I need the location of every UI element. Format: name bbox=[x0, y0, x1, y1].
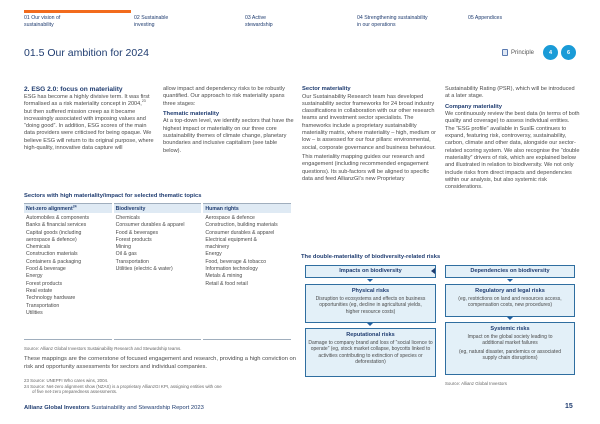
dependencies-header: Dependencies on biodiversity bbox=[470, 268, 550, 274]
footnote-24-cont: of five net-zero preparedness assessments. bbox=[32, 389, 118, 395]
principle-badge-4[interactable]: 4 bbox=[543, 45, 558, 60]
nav-label: stewardship bbox=[245, 21, 273, 28]
nav-item-investing[interactable] bbox=[134, 10, 244, 28]
table-cell: Capital goods (including bbox=[26, 229, 82, 236]
footnotes bbox=[24, 378, 294, 395]
table-header-net-zero bbox=[24, 203, 112, 213]
arrow-left-icon bbox=[431, 268, 435, 274]
footer bbox=[24, 405, 204, 411]
systemic-risks-box bbox=[445, 322, 575, 375]
table-cell: Metals & mining bbox=[205, 273, 243, 280]
reputational-risks-box bbox=[305, 328, 436, 377]
paragraph bbox=[24, 94, 154, 152]
regulatory-risks-box bbox=[445, 284, 575, 317]
column-thematic bbox=[163, 86, 295, 155]
table-cell: Retail & food retail bbox=[205, 280, 248, 287]
table-cell: Food & beverage bbox=[26, 266, 66, 273]
table-cell: Chemicals bbox=[26, 244, 51, 251]
table-cell: Transportation bbox=[26, 302, 60, 309]
paragraph: Our Sustainability Research team has developed sustainability sector frameworks for 24 broad industry classifications in collaboration with our other research teams and investment sector specialists. The frameworks include a proprietary sustainability materiality matrix, where materiality – high, medium or low – is assessed for our four pillars: environmental, social, corporate governance and business behaviour. bbox=[302, 93, 436, 151]
nav-label: 04 Strengthening sustainability bbox=[357, 15, 428, 21]
footer-brand: Allianz Global Investors bbox=[24, 405, 90, 411]
footnote-ref[interactable]: 24 bbox=[72, 204, 77, 209]
table-cell: Information technology bbox=[205, 266, 258, 273]
regulatory-risks-title: Regulatory and legal risks bbox=[475, 288, 545, 294]
table-cell: Banks & financial services bbox=[26, 222, 87, 229]
reputational-risks-title: Reputational risks bbox=[346, 332, 395, 338]
table-body bbox=[24, 213, 291, 340]
table-cell: Technology hardware bbox=[26, 295, 76, 302]
principle-indicator bbox=[502, 45, 576, 60]
table-cell: Consumer durables & apparel bbox=[115, 222, 185, 229]
arrow-down-icon bbox=[367, 323, 373, 326]
nav-item-appendices[interactable] bbox=[468, 10, 578, 22]
table-cell: Chemicals bbox=[115, 215, 140, 221]
nav-label: in our operations bbox=[357, 21, 396, 28]
header-text: Net-zero alignment bbox=[26, 206, 73, 212]
nav-label: 02 Sustainable bbox=[134, 15, 169, 21]
arrow-down-icon bbox=[507, 317, 513, 320]
column-esg bbox=[24, 86, 154, 152]
nav-label: 05 Appendices bbox=[468, 15, 503, 21]
nav-item-vision[interactable] bbox=[24, 10, 134, 28]
subheading: Thematic materiality bbox=[163, 110, 220, 117]
reputational-risks-desc: Damage to company brand and loss of “social licence to operate” (eg, stock market collapse, boycotts linked to activities contributing to extinction of species or deforestation) bbox=[308, 340, 433, 366]
paragraph: At a top-down level, we identify sectors that have the highest impact or materiality on our three core sustainability themes of climate change, planetary boundaries and inclusive capitalism (see table below). bbox=[163, 118, 294, 154]
table-cell: Mining bbox=[115, 244, 131, 251]
principle-label: Principle bbox=[511, 49, 535, 56]
paragraph: We continuously review the best data (in terms of both quality and coverage) to assess individual entities. The “ESG profile” available in SusIE continues to expand, featuring risk, controversy, sustainability, carbon, climate and other data, alongside our sector-related scoring system. We also recognise the “double materiality” drivers of risk, which are explained below and illustrated in relation to biodiversity. We not only include risks from direct impacts and dependencies within our analysis, but also systemic risk considerations. bbox=[445, 111, 580, 191]
table-cell: Utilities bbox=[26, 309, 43, 316]
regulatory-risks-desc: (eg, restrictions on land and resources access, compensation costs, new procedures) bbox=[458, 296, 562, 309]
table-cell: Consumer durables & apparel bbox=[205, 229, 275, 236]
table-cell: Energy bbox=[26, 273, 43, 280]
table-cell: Containers & packaging bbox=[26, 258, 82, 265]
table-cell: Aerospace & defence bbox=[205, 215, 255, 221]
footnote-24: 24 Source: Net-zero alignment show (NZAS) is a proprietary AllianzGI KPI, assigning entities with one bbox=[24, 383, 222, 389]
column-company bbox=[445, 86, 580, 191]
systemic-risks-examples: (eg, natural disaster, pandemics or associated supply chain disruptions) bbox=[459, 348, 561, 362]
table-source: Source: Allianz Global Investors Sustainability Research and Stewardship teams. bbox=[24, 346, 182, 351]
column-sector bbox=[302, 86, 438, 183]
nav-label: 03 Active bbox=[245, 15, 267, 21]
nav-label: investing bbox=[134, 21, 155, 28]
page-number: 15 bbox=[565, 403, 573, 410]
text: ESG has become a highly divisive term. It was first formalised as a risk materiality concept in 2004, bbox=[24, 94, 150, 108]
physical-risks-title: Physical risks bbox=[351, 288, 390, 294]
nav-item-operations[interactable] bbox=[357, 10, 477, 28]
table-header-human-rights: Human rights bbox=[203, 203, 291, 213]
physical-risks-desc: Disruption to ecosystems and effects on business opportunities (eg, decline in agricultural yields, higher resource costs) bbox=[315, 296, 426, 315]
table-header-row bbox=[24, 203, 291, 213]
mapping-paragraph: These mappings are the cornerstone of focused engagement and research, providing a high conviction on risk and opportunity assessments for sectors and individual companies. bbox=[24, 356, 296, 370]
table-cell: Utilities (electric & water) bbox=[115, 266, 173, 273]
table-cell: Transportation bbox=[115, 258, 149, 265]
principle-badge-6[interactable]: 6 bbox=[561, 45, 576, 60]
footnote-23: 23 Source: UNEPFI Who cares wins, 2004. bbox=[24, 378, 109, 383]
table-title: Sectors with high materiality/impact for selected thematic topics bbox=[24, 193, 202, 199]
nav-item-stewardship[interactable] bbox=[245, 10, 355, 28]
table-cell: machinery bbox=[205, 244, 230, 251]
arrow-down-icon bbox=[507, 279, 513, 282]
text: but then suffered mission creep as it became increasingly associated with imposing values and “doing good”. In addition, ESG scores of the main data providers were criticised for being opaque. We believe ESG will return to its original purpose, where high-quality, innovative data capture will bbox=[24, 108, 154, 152]
systemic-risks-title: Systemic risks bbox=[490, 326, 530, 332]
dependencies-header-box bbox=[445, 265, 575, 278]
table-column-biodiversity bbox=[114, 213, 202, 340]
paragraph: Sustainability Rating (PSR), which will be introduced at a later stage. bbox=[445, 86, 575, 100]
document-icon bbox=[502, 49, 508, 56]
table-cell: Oil & gas bbox=[115, 251, 137, 258]
nav-label: 01 Our vision of bbox=[24, 15, 61, 21]
physical-risks-box bbox=[305, 284, 436, 323]
section-heading: 2. ESG 2.0: focus on materiality bbox=[24, 86, 123, 93]
table-cell: Construction materials bbox=[26, 251, 78, 258]
table-cell: Real estate bbox=[26, 287, 53, 294]
impacts-header-box bbox=[305, 265, 436, 278]
section-nav bbox=[24, 10, 576, 36]
table-cell: Forest products bbox=[115, 236, 152, 243]
subheading: Sector materiality bbox=[302, 86, 351, 92]
table-cell: Energy bbox=[205, 251, 222, 258]
diagram-source: Source: Allianz Global Investors bbox=[445, 381, 507, 386]
systemic-risks-desc: Impact on the global society leading to additional market failures bbox=[467, 334, 553, 347]
footnote-ref[interactable]: 23 bbox=[141, 99, 146, 104]
diagram-title: The double-materiality of biodiversity-related risks bbox=[301, 254, 441, 260]
paragraph: allow impact and dependency risks to be robustly quantified. Our approach to risk materiality spans three stages: bbox=[163, 86, 285, 107]
table-column-human-rights bbox=[203, 213, 291, 340]
arrow-down-icon bbox=[367, 279, 373, 282]
sectors-table bbox=[24, 203, 291, 340]
table-header-biodiversity: Biodiversity bbox=[114, 203, 202, 213]
page-title: 01.5 Our ambition for 2024 bbox=[24, 47, 149, 59]
table-column-net-zero bbox=[24, 213, 112, 340]
table-cell: aerospace & defence) bbox=[26, 236, 77, 243]
footer-report-title: Sustainability and Stewardship Report 2023 bbox=[89, 405, 204, 411]
table-cell: Forest products bbox=[26, 280, 63, 287]
subheading: Company materiality bbox=[445, 103, 503, 110]
table-cell: Construction, building materials bbox=[205, 222, 278, 229]
table-cell: Food & beverages bbox=[115, 229, 159, 236]
nav-label: sustainability bbox=[24, 21, 54, 28]
paragraph: This materiality mapping guides our research and engagement (including recommended engagement questions). Its sub-factors will be aligned to specific data and feed AllianzGI’s new Proprietary bbox=[302, 153, 430, 182]
table-cell: Food, beverage & tobacco bbox=[205, 258, 267, 265]
table-cell: Electrical equipment & bbox=[205, 236, 257, 243]
impacts-header: Impacts on biodiversity bbox=[339, 268, 402, 274]
table-cell: Automobiles & components bbox=[26, 215, 90, 221]
